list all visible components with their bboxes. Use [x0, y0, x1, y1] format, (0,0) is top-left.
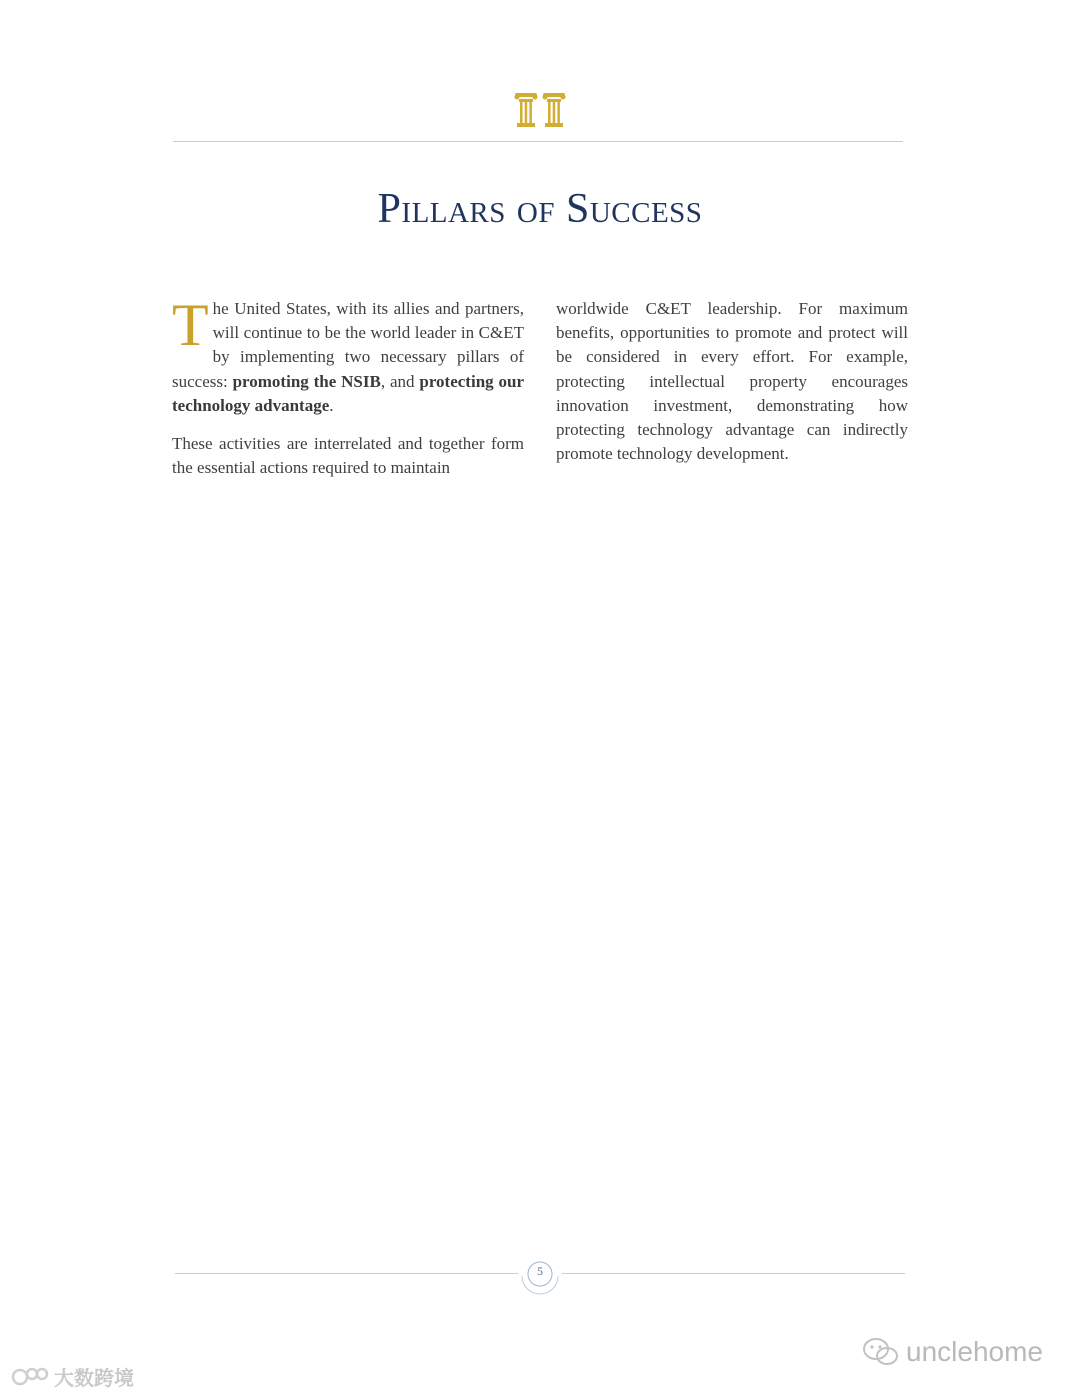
- pillars-logo-icon: [514, 92, 566, 128]
- watermark-unclehome: [862, 1334, 1043, 1370]
- page-title: Pillars of Success: [377, 186, 703, 232]
- bold-phrase-promoting: promoting the NSIB: [232, 371, 381, 391]
- footer-divider-right: [562, 1273, 905, 1274]
- wechat-icon: [862, 1337, 900, 1367]
- right-column: [556, 297, 908, 480]
- brand-logo-icon: [10, 1365, 50, 1389]
- watermark-left-text: 大数跨境: [54, 1366, 134, 1390]
- left-column: [172, 292, 524, 494]
- drop-cap: T: [172, 292, 209, 358]
- header-divider: [173, 141, 903, 142]
- intro-connector: , and: [380, 371, 420, 391]
- intro-period: .: [329, 395, 334, 415]
- watermark-right-text: unclehome: [906, 1336, 1043, 1367]
- footer-divider-left: [175, 1273, 518, 1274]
- page-number: 5: [537, 1264, 543, 1278]
- watermark-dashu: [10, 1362, 134, 1391]
- intro-text: he United States, with its allies and partners, will continue to be the world leader in C&ET by implementing two necessary pillars of success:: [172, 299, 524, 391]
- third-paragraph: worldwide C&ET leadership. For maximum benefits, opportunities to promote and protect will be considered in every effort. For example, protecting intellectual property encourages innovation investment, demonstrating how protecting technology advantage can indirectly promote technology development.: [556, 299, 908, 464]
- second-paragraph: These activities are interrelated and together form the essential actions required to maintain: [172, 434, 524, 478]
- intro-paragraph: [172, 292, 524, 418]
- bold-phrase-protecting: protecting our technology advantage: [172, 371, 524, 415]
